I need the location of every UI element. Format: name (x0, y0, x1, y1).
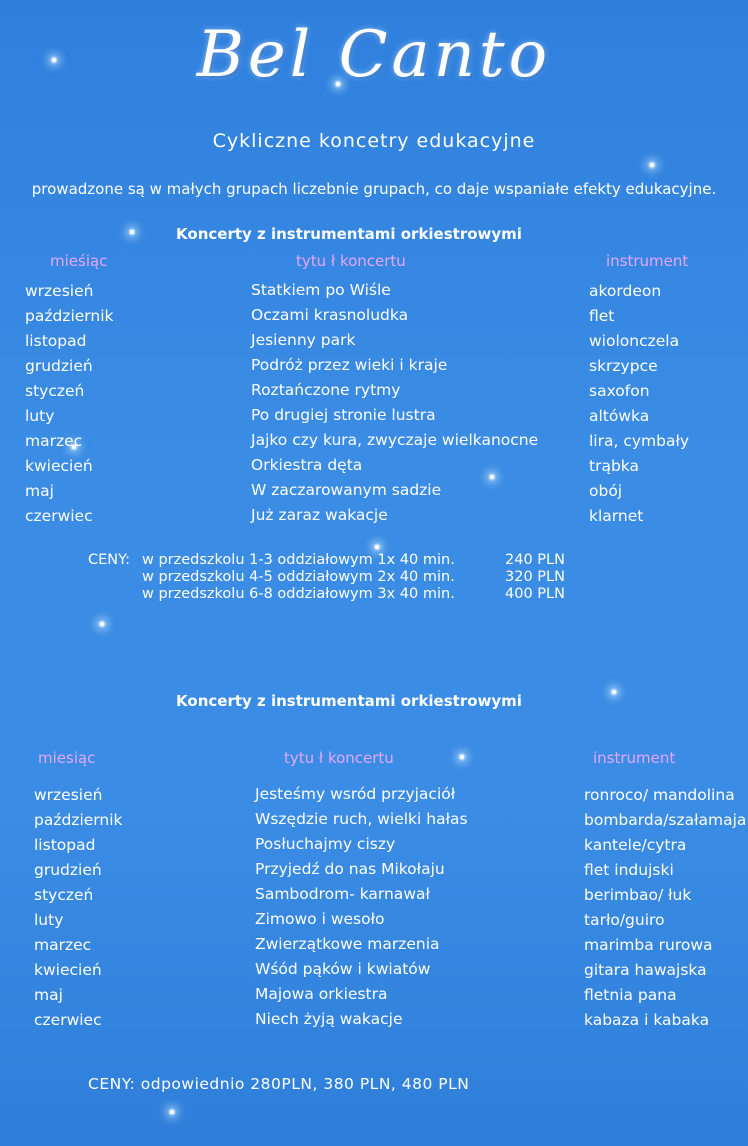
sparkle-decoration (490, 475, 494, 479)
month-cell: styczeń (25, 382, 85, 400)
concert-title-cell: Sambodrom- karnawał (255, 885, 430, 903)
month-cell: maj (34, 986, 63, 1004)
month-cell: grudzień (25, 357, 93, 375)
instrument-cell: akordeon (589, 282, 662, 300)
concert-title-cell: Jesteśmy wsród przyjaciół (255, 785, 456, 803)
instrument-cell: flet indujski (584, 861, 674, 879)
month-cell: maj (25, 482, 54, 500)
instrument-cell: skrzypce (589, 357, 658, 375)
sparkle-decoration (375, 545, 379, 549)
price-description: w przedszkolu 6-8 oddziałowym 3x 40 min. (142, 586, 455, 602)
price-value: 240 PLN (505, 552, 565, 568)
sparkle-decoration (100, 622, 104, 626)
prices-label: CENY: (88, 552, 130, 568)
month-cell: kwiecień (25, 457, 93, 475)
price-description: w przedszkolu 1-3 oddziałowym 1x 40 min. (142, 552, 455, 568)
concert-title-cell: Oczami krasnoludka (251, 306, 409, 324)
month-cell: marzec (34, 936, 92, 954)
instrument-cell: kabaza i kabaka (584, 1011, 710, 1029)
section1-header-instrument: instrument (606, 252, 689, 270)
sparkle-decoration (170, 1110, 174, 1114)
bel-canto-logo: Bel Canto (196, 18, 552, 92)
instrument-cell: altówka (589, 407, 650, 425)
month-cell: czerwiec (25, 507, 93, 525)
concert-title-cell: Zimowo i wesoło (255, 910, 385, 928)
section2-header-title: tytu ł koncertu (284, 749, 394, 767)
month-cell: luty (25, 407, 55, 425)
month-cell: wrzesień (25, 282, 94, 300)
concert-title-cell: Wśód pąków i kwiatów (255, 960, 431, 978)
sparkle-decoration (650, 163, 654, 167)
month-cell: marzec (25, 432, 83, 450)
month-cell: listopad (25, 332, 87, 350)
section2-prices: CENY: odpowiednio 280PLN, 380 PLN, 480 PLN (88, 1075, 470, 1093)
concert-title-cell: Podróż przez wieki i kraje (251, 356, 448, 374)
concert-title-cell: Majowa orkiestra (255, 985, 388, 1003)
month-cell: styczeń (34, 886, 94, 904)
section2-header-month: miesiąc (38, 749, 96, 767)
concert-title-cell: Niech żyją wakacje (255, 1010, 403, 1028)
instrument-cell: ronroco/ mandolina (584, 786, 735, 804)
instrument-cell: bombarda/szałamaja (584, 811, 747, 829)
concert-title-cell: Przyjedź do nas Mikołaju (255, 860, 445, 878)
concert-title-cell: Po drugiej stronie lustra (251, 406, 436, 424)
instrument-cell: gitara hawajska (584, 961, 707, 979)
concert-title-cell: Już zaraz wakacje (251, 506, 388, 524)
section1-header-title: tytu ł koncertu (296, 252, 406, 270)
concert-title-cell: Roztańczone rytmy (251, 381, 401, 399)
concert-title-cell: Wszędzie ruch, wielki hałas (255, 810, 468, 828)
sparkle-decoration (460, 755, 464, 759)
instrument-cell: marimba rurowa (584, 936, 713, 954)
section1-header-month: mieśiąc (50, 252, 108, 270)
instrument-cell: klarnet (589, 507, 644, 525)
price-value: 400 PLN (505, 586, 565, 602)
concert-title-cell: W zaczarowanym sadzie (251, 481, 442, 499)
instrument-cell: flet (589, 307, 615, 325)
price-value: 320 PLN (505, 569, 565, 585)
month-cell: listopad (34, 836, 96, 854)
month-cell: grudzień (34, 861, 102, 879)
instrument-cell: saxofon (589, 382, 650, 400)
section2-header-instrument: instrument (593, 749, 676, 767)
price-description: w przedszkolu 4-5 oddziałowym 2x 40 min. (142, 569, 455, 585)
concert-title-cell: Zwierzątkowe marzenia (255, 935, 440, 953)
month-cell: luty (34, 911, 64, 929)
concert-title-cell: Posłuchajmy ciszy (255, 835, 396, 853)
instrument-cell: berimbao/ łuk (584, 886, 692, 904)
instrument-cell: trąbka (589, 457, 639, 475)
page-subtitle: Cykliczne koncetry edukacyjne (212, 130, 536, 152)
month-cell: październik (34, 811, 123, 829)
intro-text: prowadzone są w małych grupach liczebnie grupach, co daje wspaniałe efekty edukacyjne. (31, 180, 717, 198)
concert-title-cell: Orkiestra dęta (251, 456, 363, 474)
concert-title-cell: Jesienny park (251, 331, 356, 349)
instrument-cell: wiolonczela (589, 332, 680, 350)
concert-title-cell: Statkiem po Wiśle (251, 281, 391, 299)
instrument-cell: tarło/guiro (584, 911, 665, 929)
month-cell: czerwiec (34, 1011, 102, 1029)
month-cell: kwiecień (34, 961, 102, 979)
section2-title: Koncerty z instrumentami orkiestrowymi (176, 692, 522, 710)
instrument-cell: lira, cymbały (589, 432, 690, 450)
section1-title: Koncerty z instrumentami orkiestrowymi (176, 225, 522, 243)
instrument-cell: kantele/cytra (584, 836, 687, 854)
month-cell: wrzesień (34, 786, 103, 804)
instrument-cell: obój (589, 482, 623, 500)
month-cell: październik (25, 307, 114, 325)
concert-title-cell: Jajko czy kura, zwyczaje wielkanocne (251, 431, 539, 449)
instrument-cell: fletnia pana (584, 986, 677, 1004)
